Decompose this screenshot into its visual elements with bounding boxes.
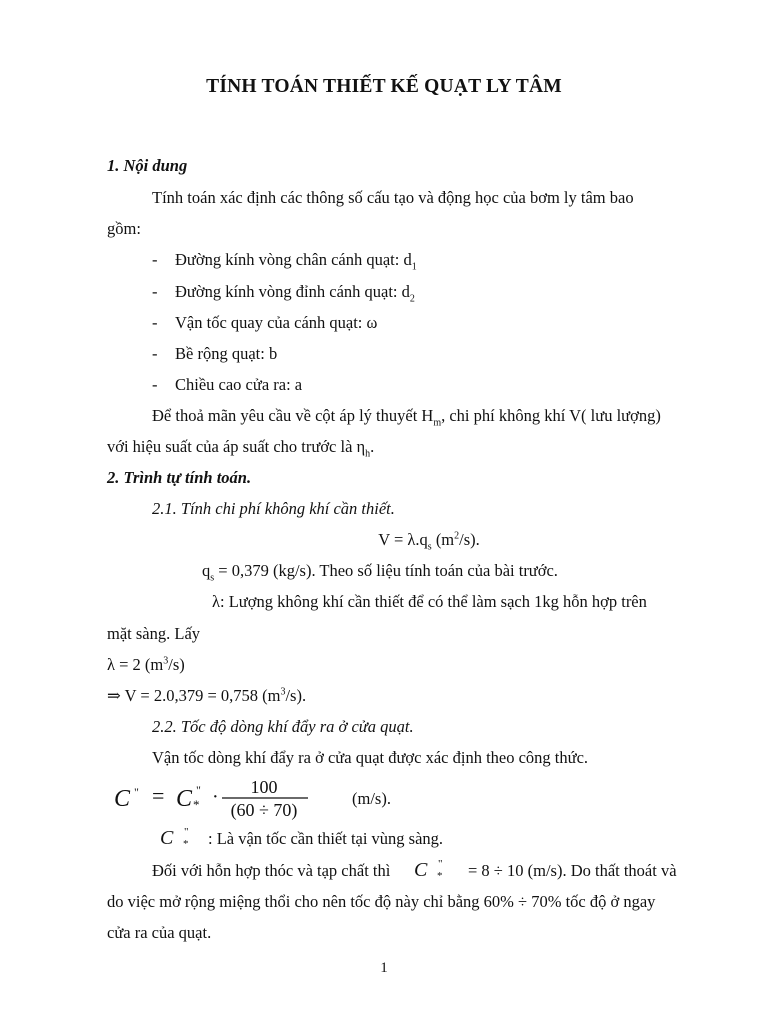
c-star-symbol-inline [412,856,462,882]
bullet-dash: - [152,375,158,394]
bullet-dash: - [152,344,158,363]
svg-text:=: = [152,783,165,808]
svg-text:C: C [176,786,193,812]
page-number: 1 [380,960,388,976]
bullet-dash: - [152,250,158,269]
bullet-dash: - [152,282,158,301]
svg-text:C: C [160,827,174,849]
svg-text:*: * [437,870,443,882]
velocity-line: Vận tốc dòng khí đẩy ra ở cửa quạt được xác định theo công thức. [152,748,589,767]
requirement-paragraph-line-1: Để thoả mãn yêu cầu về cột áp lý thuyết $H_m$, chi phí không khí V( lưu lượng) [152,406,661,429]
formula-denominator: (60 ÷ 70) [230,800,298,820]
c-description: : Là vận tốc cần thiết tại vùng sàng. [208,829,444,848]
svg-text:*: * [183,838,189,850]
c-star-symbol [158,824,208,850]
svg-text:": " [184,826,189,838]
lambda-line-1: λ: Lượng không khí cần thiết để có thể làm sạch 1kg hỗn hợp trên [212,592,647,611]
svg-text:C: C [114,786,131,812]
subsection-2-1-heading: 2.1. Tính chi phí không khí cần thiết. [152,499,395,518]
v-result: ⇒ V = 2.0,379 = 0,758 $(m^3/s)$. [107,686,307,705]
svg-text:": " [196,783,201,797]
intro-line-2: gồm: [107,219,141,238]
bullet-text: Đường kính vòng chân cánh quạt: d [175,250,412,269]
formula-c-image [112,776,352,820]
exit-line: cửa ra của quạt. [107,923,212,942]
formula-numerator: 100 [250,777,278,797]
lambda-value: λ = 2 $(m^3/s)$ [107,655,185,674]
svg-text:·: · [212,786,219,808]
section1-heading: 1. Nội dung [107,156,188,175]
bullet-text: Vận tốc quay của cánh quạt: ω [175,313,378,332]
qs-line: $q_s = 0,379$ (kg/s). Theo số liệu tính toán của bài trước. [202,561,558,584]
section2-heading: 2. Trình tự tính toán. [107,468,252,487]
bullet-text: Chiều cao cửa ra: a [175,375,303,394]
bullet-subscript: 1 [411,261,417,273]
svg-text:": " [134,785,139,799]
intro-line-1: Tính toán xác định các thông số cấu tạo và động học của bơm ly tâm bao [152,188,634,207]
bullet-subscript: 2 [409,293,415,305]
subsection-2-2-heading: 2.2. Tốc độ dòng khí đẩy ra ở cửa quạt. [152,717,414,736]
bullet-dash: - [152,313,158,332]
formula-c-unit: (m/s). [352,789,391,808]
formula-v: $V = \lambda.q_s$ $(m^2/s)$. [378,530,480,553]
loss-line: do việc mở rộng miệng thổi cho nên tốc độ này chỉ bằng 60% ÷ 70% tốc độ ở ngay [107,892,656,911]
requirement-paragraph-line-2: với hiệu suất của áp suất cho trước là $\eta_h$. [107,437,375,460]
mix-line-post: = 8 ÷ 10 (m/s). Do thất thoát và [468,861,677,880]
lambda-line-2: mặt sàng. Lấy [107,624,201,643]
document-title: TÍNH TOÁN THIẾT KẾ QUẠT LY TÂM [206,76,562,97]
svg-text:*: * [193,797,200,812]
svg-text:C: C [414,859,428,881]
bullet-text: Đường kính vòng đỉnh cánh quạt: d [175,282,410,301]
svg-text:": " [438,858,443,870]
mix-line-pre: Đối với hỗn hợp thóc và tạp chất thì [152,861,391,880]
bullet-text: Bề rộng quạt: b [175,344,278,363]
